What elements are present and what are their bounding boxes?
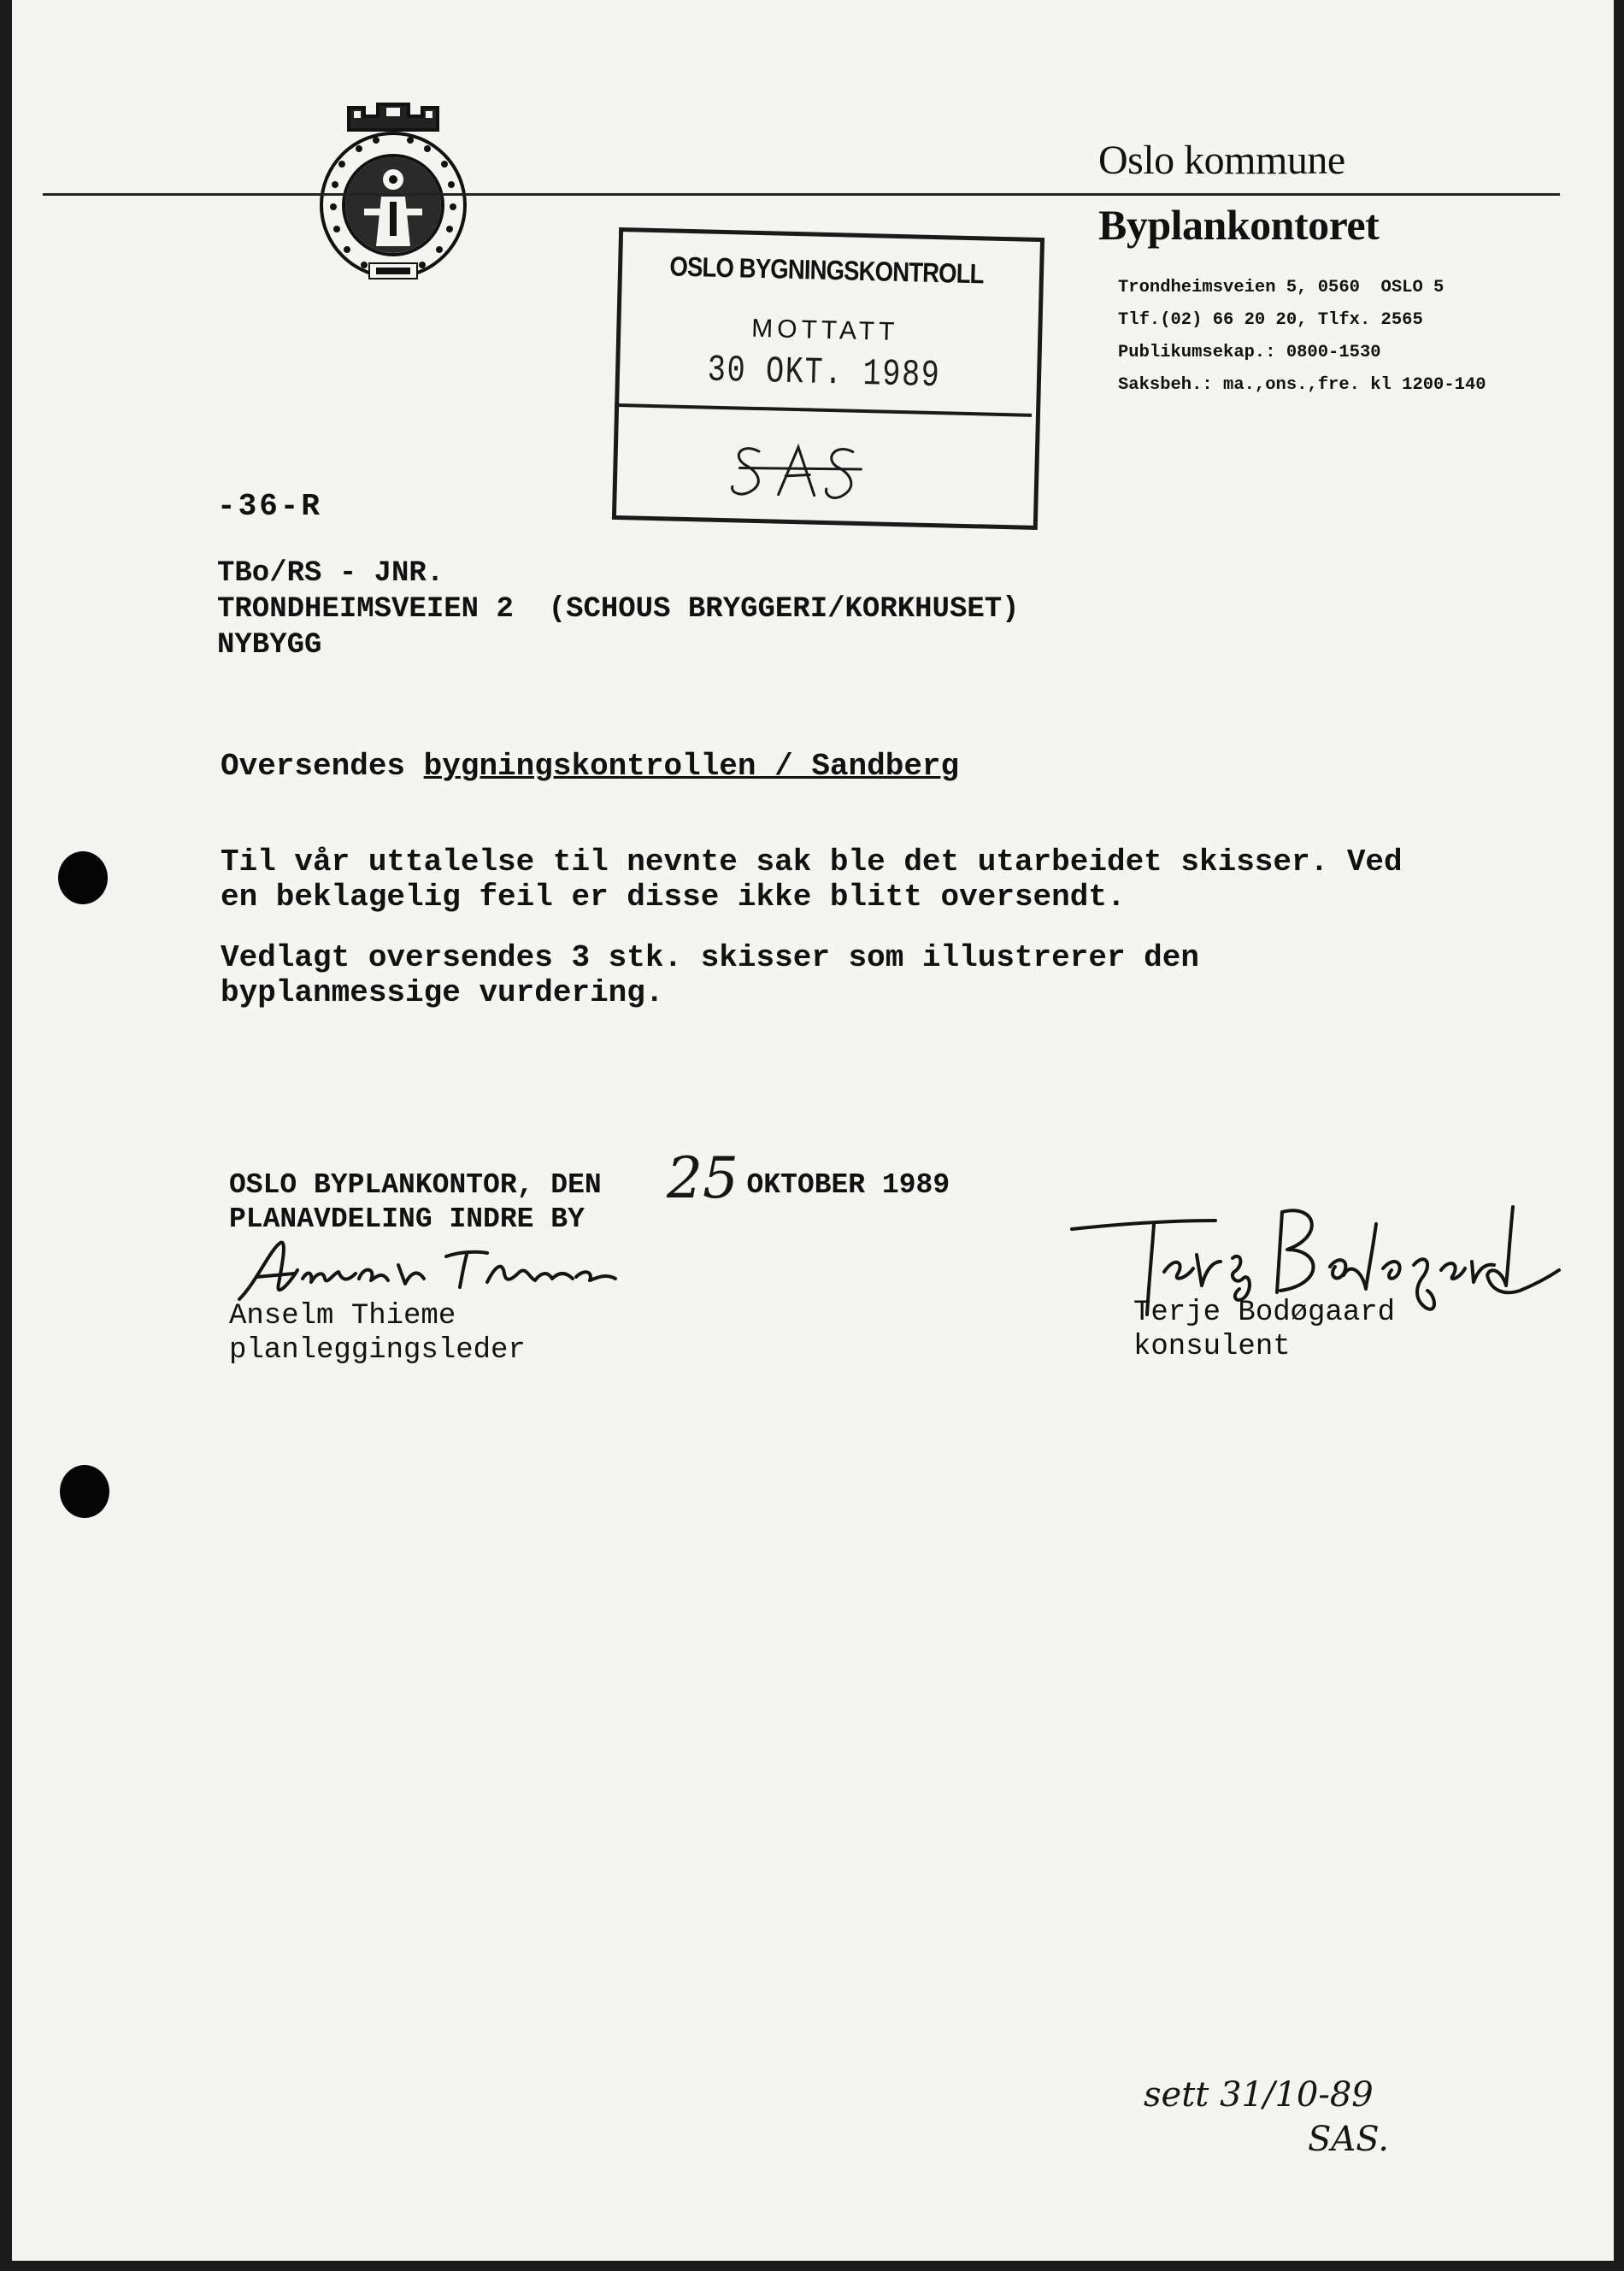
subject-block [217, 556, 1020, 663]
handwritten-note: sett 31/10-89 [1144, 2075, 1374, 2115]
reference-number: -36-R [217, 489, 323, 524]
paragraph-explanation [221, 844, 1403, 915]
contact-block [1118, 272, 1486, 402]
right-signatory [1133, 1296, 1395, 1364]
department-name: Byplankontoret [1098, 201, 1380, 249]
subject-type: NYBYGG [217, 629, 322, 662]
punch-hole-bottom [60, 1465, 109, 1518]
received-stamp [612, 227, 1044, 528]
organization-name: Oslo kommune [1098, 138, 1345, 183]
right-signatory-title: konsulent [1133, 1331, 1291, 1363]
stamp-status: MOTTATT [750, 314, 899, 346]
paragraph-enclosure [221, 940, 1199, 1010]
left-signatory [229, 1299, 526, 1368]
paragraph-line: en beklagelig feil er disse ikke blitt oversendt. [221, 880, 1126, 915]
scan-edge-right [1614, 0, 1624, 2271]
stamp-initials-signature [723, 418, 931, 517]
handwritten-day: 25 [667, 1145, 738, 1211]
letterhead-rule [43, 193, 1560, 196]
month-year: OKTOBER 1989 [746, 1169, 950, 1201]
forward-line [221, 749, 959, 784]
contact-case-hours: Saksbeh.: ma.,ons.,fre. kl 1200-140 [1118, 375, 1486, 395]
scan-edge-bottom [0, 2261, 1624, 2271]
oslo-seal-icon [316, 96, 470, 284]
contact-public-hours: Publikumsekap.: 0800-1530 [1118, 343, 1381, 362]
left-signatory-title: planleggingsleder [229, 1334, 526, 1367]
forward-recipient: bygningskontrollen / Sandberg [423, 749, 960, 784]
punch-hole-top [58, 851, 108, 904]
place-date-line [229, 1169, 950, 1201]
department-line: PLANAVDELING INDRE BY [229, 1203, 585, 1235]
left-signature [231, 1231, 675, 1308]
place-prefix: OSLO BYPLANKONTOR, DEN [229, 1169, 619, 1201]
stamp-date: 30 OKT. 1989 [707, 349, 942, 398]
contact-address: Trondheimsveien 5, 0560 OSLO 5 [1118, 278, 1445, 297]
forward-prefix: Oversendes [221, 749, 424, 784]
contact-phone: Tlf.(02) 66 20 20, Tlfx. 2565 [1118, 310, 1423, 330]
right-signatory-name: Terje Bodøgaard [1133, 1297, 1396, 1329]
left-signatory-name: Anselm Thieme [229, 1300, 456, 1333]
paragraph-line: Vedlagt oversendes 3 stk. skisser som illustrerer den [221, 940, 1199, 975]
handwritten-initials: SAS. [1308, 2120, 1389, 2159]
subject-address: TRONDHEIMSVEIEN 2 (SCHOUS BRYGGERI/KORKHUSET) [217, 593, 1020, 626]
subject-journal-ref: TBo/RS - JNR. [217, 557, 444, 590]
paragraph-line: byplanmessige vurdering. [221, 975, 664, 1010]
paragraph-line: Til vår uttalelse til nevnte sak ble det utarbeidet skisser. Ved [221, 844, 1403, 880]
stamp-title: OSLO BYGNINGSKONTROLL [669, 250, 985, 290]
scan-edge-left [0, 0, 12, 2271]
